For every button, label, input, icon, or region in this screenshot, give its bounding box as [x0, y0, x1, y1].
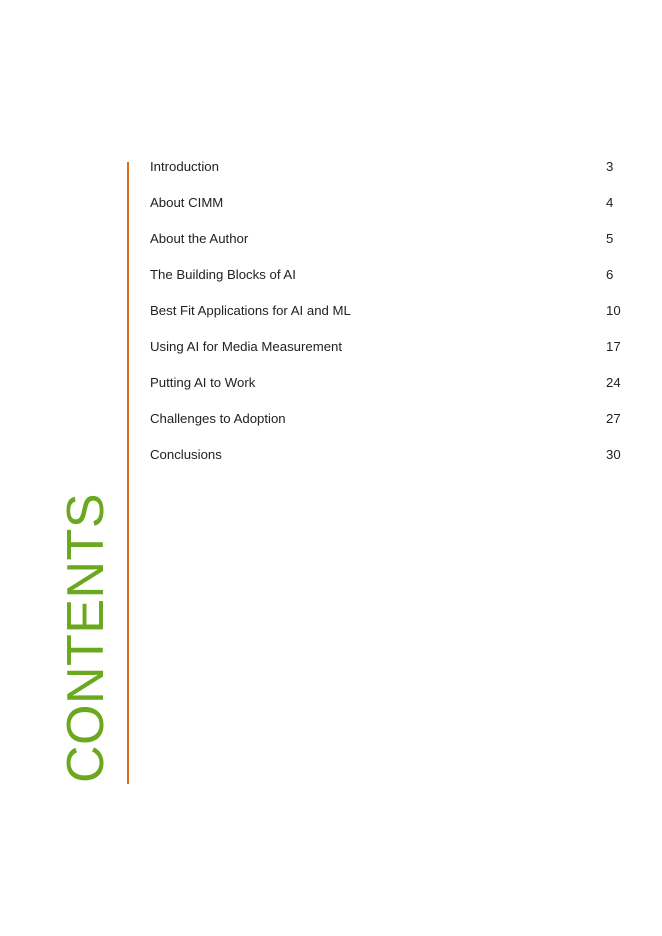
toc-entry-page-number: 10 [606, 303, 621, 318]
toc-entry-label: The Building Blocks of AI [150, 267, 296, 282]
toc-entry-about-cimm[interactable] [150, 192, 625, 228]
toc-entry-page-number: 17 [606, 339, 621, 354]
toc-entry-label: Putting AI to Work [150, 375, 256, 390]
toc-entry-page-number: 27 [606, 411, 621, 426]
toc-entry-page-number: 30 [606, 447, 621, 462]
toc-entry-label: Using AI for Media Measurement [150, 339, 343, 354]
toc-entry-label: Best Fit Applications for AI and ML [150, 303, 351, 318]
toc-entry-label: Introduction [150, 159, 219, 174]
toc-entry-best-fit-applications[interactable] [150, 300, 625, 336]
toc-entry-page-number: 3 [606, 159, 614, 174]
contents-heading: CONTENTS [57, 493, 115, 783]
toc-entry-introduction[interactable] [150, 156, 625, 192]
toc-entry-media-measurement[interactable] [150, 336, 625, 372]
toc-entry-challenges-to-adoption[interactable] [150, 408, 625, 444]
toc-entry-putting-ai-to-work[interactable] [150, 372, 625, 408]
toc-entry-building-blocks[interactable] [150, 264, 625, 300]
toc-entry-label: Challenges to Adoption [150, 411, 286, 426]
toc-entry-page-number: 24 [606, 375, 621, 390]
toc-entry-label: About the Author [150, 231, 249, 246]
toc-entry-page-number: 5 [606, 231, 614, 246]
toc-entry-conclusions[interactable] [150, 444, 625, 480]
toc-entry-about-the-author[interactable] [150, 228, 625, 264]
toc-entry-page-number: 4 [606, 195, 614, 210]
toc-entry-label: About CIMM [150, 195, 224, 210]
toc-entry-label: Conclusions [150, 447, 222, 462]
table-of-contents [150, 156, 625, 480]
vertical-divider [127, 162, 129, 784]
toc-entry-page-number: 6 [606, 267, 614, 282]
